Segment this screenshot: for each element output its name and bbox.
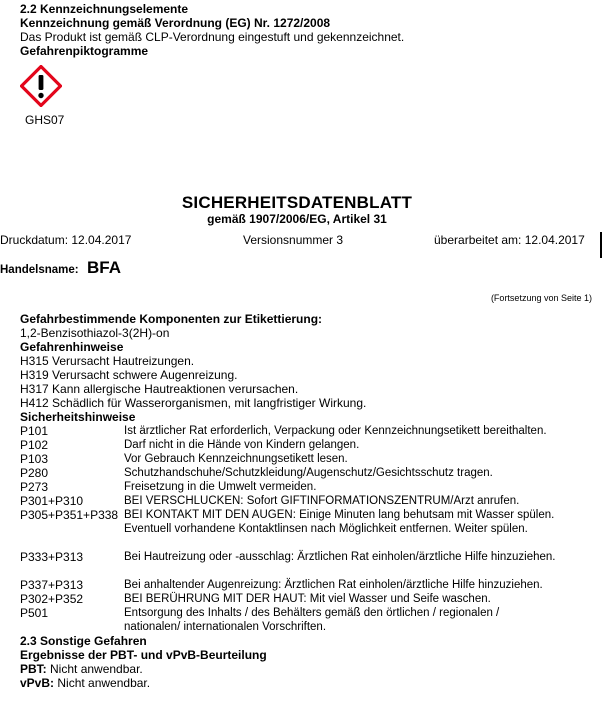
precaution-text: Vor Gebrauch Kennzeichnungsetikett lesen.: [124, 453, 348, 465]
precaution-text: Schutzhandschuhe/Schutzkleidung/Augenschutz/Gesichtsschutz tragen.: [124, 467, 493, 479]
hazard-statement: H319 Verursacht schwere Augenreizung.: [20, 368, 238, 382]
precaution-text: Bei anhaltender Augenreizung: Ärztlichen Rat einholen/ärztliche Hilfe hinzuziehen.: [124, 579, 543, 591]
precaution-text: Darf nicht in die Hände von Kindern gelangen.: [124, 439, 360, 451]
pbt-assessment-heading: Ergebnisse der PBT- und vPvB-Beurteilung: [20, 648, 267, 662]
hazard-statement: H317 Kann allergische Hautreaktionen verursachen.: [20, 382, 299, 396]
precaution-code: P302+P352: [20, 592, 84, 606]
classification-note: Das Produkt ist gemäß CLP-Verordnung eingestuft und gekennzeichnet.: [20, 30, 405, 44]
precautionary-statements-heading: Sicherheitshinweise: [20, 410, 136, 424]
precaution-text: Ist ärztlicher Rat erforderlich, Verpackung oder Kennzeichnungsetikett bereithalten.: [124, 425, 547, 437]
regulation-heading: Kennzeichnung gemäß Verordnung (EG) Nr. 1272/2008: [20, 16, 331, 30]
vpvb-value: Nicht anwendbar.: [57, 676, 151, 690]
vpvb-row: [20, 676, 150, 690]
section-heading-2-3: 2.3 Sonstige Gefahren: [20, 634, 147, 648]
precaution-text: BEI BERÜHRUNG MIT DER HAUT: Mit viel Wasser und Seife waschen.: [124, 593, 491, 605]
precaution-code: P333+P313: [20, 550, 84, 564]
precaution-text: Bei Hautreizung oder -ausschlag: Ärztlichen Rat einholen/ärztliche Hilfe hinzuziehen.: [124, 551, 556, 563]
pbt-label: PBT:: [20, 662, 47, 676]
pictograms-heading: Gefahrenpiktogramme: [20, 44, 149, 58]
components-heading: Gefahrbestimmende Komponenten zur Etikettierung:: [20, 312, 323, 326]
trade-name-label: Handelsname:: [0, 264, 79, 276]
pbt-row: [20, 662, 143, 676]
components-value: 1,2-Benzisothiazol-3(2H)-on: [20, 326, 170, 340]
trade-name-value: BFA: [87, 258, 121, 277]
precaution-text: BEI KONTAKT MIT DEN AUGEN: Einige Minuten lang behutsam mit Wasser spülen. Eventuell vorhandene Kontaktlinsen nach Möglichkeit entfernen. Weiter spülen.: [124, 509, 555, 535]
precaution-code: P305+P351+P338: [20, 508, 119, 522]
document-subtitle: gemäß 1907/2006/EG, Artikel 31: [207, 212, 387, 226]
precaution-code: P501: [20, 606, 49, 620]
hazard-statement: H412 Schädlich für Wasserorganismen, mit langfristiger Wirkung.: [20, 396, 367, 410]
pbt-value: Nicht anwendbar.: [50, 662, 143, 676]
precaution-code: P102: [20, 438, 49, 452]
precaution-code: P280: [20, 466, 49, 480]
revision-date: überarbeitet am: 12.04.2017: [434, 233, 585, 247]
precaution-code: P337+P313: [20, 578, 84, 592]
vpvb-label: vPvB:: [20, 676, 55, 690]
print-date: Druckdatum: 12.04.2017: [0, 233, 132, 247]
precaution-text: Entsorgung des Inhalts / des Behälters gemäß den örtlichen / regionalen / nationalen/ internationalen Vorschriften.: [124, 607, 500, 633]
precaution-code: P101: [20, 424, 49, 438]
hazard-statements-heading: Gefahrenhinweise: [20, 340, 124, 354]
section-heading-2-2: 2.2 Kennzeichnungselemente: [20, 2, 189, 16]
precaution-text: Freisetzung in die Umwelt vermeiden.: [124, 481, 317, 493]
precaution-code: P301+P310: [20, 494, 84, 508]
continuation-note: (Fortsetzung von Seite 1): [490, 293, 592, 303]
precaution-text: BEI VERSCHLUCKEN: Sofort GIFTINFORMATIONSZENTRUM/Arzt anrufen.: [124, 495, 520, 507]
document-title: SICHERHEITSDATENBLATT: [181, 193, 413, 212]
precaution-code: P103: [20, 452, 49, 466]
page-edge-mark: [600, 232, 602, 258]
hazard-statement: H315 Verursacht Hautreizungen.: [20, 354, 195, 368]
precaution-code: P273: [20, 480, 49, 494]
version-number: Versionsnummer 3: [243, 233, 344, 247]
ghs07-exclamation-icon: [20, 65, 62, 107]
pictogram-label: GHS07: [25, 113, 65, 127]
